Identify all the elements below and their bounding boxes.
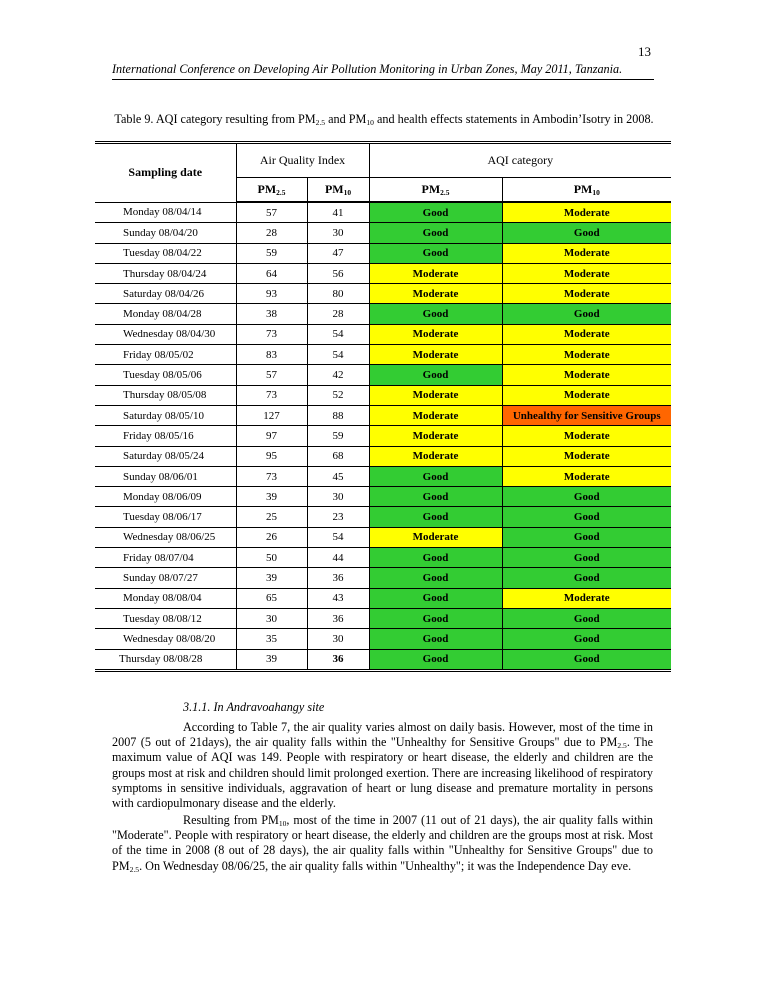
category-pm10-cell: Good xyxy=(502,527,671,547)
aqi-pm25-cell: 50 xyxy=(236,548,307,568)
aqi-pm25-cell: 59 xyxy=(236,243,307,263)
sampling-date-cell: Friday 08/07/04 xyxy=(95,548,236,568)
category-pm25-cell: Good xyxy=(369,466,502,486)
table-row xyxy=(95,487,671,507)
category-pm10-cell: Moderate xyxy=(502,263,671,283)
category-pm10-cell: Moderate xyxy=(502,243,671,263)
category-pm25-cell: Good xyxy=(369,588,502,608)
table-row xyxy=(95,568,671,588)
category-pm10-cell: Good xyxy=(502,507,671,527)
aqi-pm10-cell: 30 xyxy=(307,487,369,507)
category-pm10-cell: Good xyxy=(502,608,671,628)
table-row xyxy=(95,588,671,608)
category-pm25-cell: Good xyxy=(369,568,502,588)
category-pm25-cell: Moderate xyxy=(369,345,502,365)
aqi-pm10-cell: 28 xyxy=(307,304,369,324)
aqi-pm25-cell: 127 xyxy=(236,405,307,425)
aqi-pm10-cell: 45 xyxy=(307,466,369,486)
aqi-pm10-cell: 42 xyxy=(307,365,369,385)
aqi-pm10-cell: 54 xyxy=(307,324,369,344)
aqi-pm25-cell: 39 xyxy=(236,487,307,507)
sampling-date-cell: Friday 08/05/02 xyxy=(95,345,236,365)
table-row xyxy=(95,243,671,263)
table-row xyxy=(95,466,671,486)
category-pm10-cell: Moderate xyxy=(502,385,671,405)
category-pm10-cell: Moderate xyxy=(502,446,671,466)
table-row xyxy=(95,365,671,385)
aqi-pm10-cell: 59 xyxy=(307,426,369,446)
table-row xyxy=(95,263,671,283)
aqi-pm10-cell: 36 xyxy=(307,649,369,670)
aqi-pm25-cell: 35 xyxy=(236,629,307,649)
category-pm10-cell: Good xyxy=(502,568,671,588)
aqi-pm10-cell: 56 xyxy=(307,263,369,283)
table-row xyxy=(95,527,671,547)
table-row xyxy=(95,385,671,405)
category-pm25-cell: Good xyxy=(369,649,502,670)
category-pm25-cell: Good xyxy=(369,487,502,507)
aqi-pm25-cell: 39 xyxy=(236,649,307,670)
caption-sub: 10 xyxy=(366,117,374,127)
section-heading: 3.1.1. In Andravoahangy site xyxy=(183,700,325,714)
table-row xyxy=(95,548,671,568)
sampling-date-cell: Sunday 08/04/20 xyxy=(95,223,236,243)
header-aqi-pm10: $PM_{10}$ xyxy=(307,178,369,203)
category-pm25-cell: Good xyxy=(369,608,502,628)
category-pm25-cell: Moderate xyxy=(369,527,502,547)
aqi-pm25-cell: 73 xyxy=(236,385,307,405)
sampling-date-cell: Sunday 08/07/27 xyxy=(95,568,236,588)
aqi-pm25-cell: 95 xyxy=(236,446,307,466)
aqi-pm10-cell: 43 xyxy=(307,588,369,608)
category-pm10-cell: Good xyxy=(502,629,671,649)
sampling-date-cell: Tuesday 08/08/12 xyxy=(95,608,236,628)
aqi-pm10-cell: 23 xyxy=(307,507,369,527)
aqi-pm25-cell: 83 xyxy=(236,345,307,365)
category-pm25-cell: Moderate xyxy=(369,385,502,405)
aqi-pm25-cell: 28 xyxy=(236,223,307,243)
aqi-pm25-cell: 93 xyxy=(236,284,307,304)
aqi-pm10-cell: 41 xyxy=(307,202,369,223)
category-pm25-cell: Moderate xyxy=(369,405,502,425)
aqi-pm10-cell: 88 xyxy=(307,405,369,425)
aqi-pm25-cell: 38 xyxy=(236,304,307,324)
category-pm10-cell: Good xyxy=(502,649,671,670)
category-pm25-cell: Good xyxy=(369,507,502,527)
table-caption xyxy=(110,112,658,126)
category-pm10-cell: Moderate xyxy=(502,426,671,446)
header-cat-pm25: $PM_{2.5}$ xyxy=(369,178,502,203)
caption-text: and health effects statements in Ambodin’Isotry in 2008. xyxy=(373,112,654,126)
sampling-date-cell: Tuesday 08/06/17 xyxy=(95,507,236,527)
header-aqi-category: AQI category xyxy=(369,143,671,178)
paragraph-sub: 2.5 xyxy=(129,864,140,874)
category-pm25-cell: Moderate xyxy=(369,426,502,446)
category-pm25-cell: Moderate xyxy=(369,324,502,344)
category-pm10-cell: Moderate xyxy=(502,284,671,304)
category-pm10-cell: Moderate xyxy=(502,324,671,344)
aqi-pm25-cell: 97 xyxy=(236,426,307,446)
aqi-pm25-cell: 73 xyxy=(236,324,307,344)
category-pm10-cell: Good xyxy=(502,223,671,243)
aqi-pm10-cell: 52 xyxy=(307,385,369,405)
category-pm25-cell: Moderate xyxy=(369,263,502,283)
paragraph-sub: 2.5 xyxy=(617,741,627,751)
sampling-date-cell: Sunday 08/06/01 xyxy=(95,466,236,486)
category-pm10-cell: Moderate xyxy=(502,345,671,365)
table-row xyxy=(95,426,671,446)
header-air-quality-index: Air Quality Index xyxy=(236,143,369,178)
category-pm10-cell: Moderate xyxy=(502,202,671,223)
aqi-pm25-cell: 30 xyxy=(236,608,307,628)
category-pm25-cell: Good xyxy=(369,304,502,324)
sampling-date-cell: Thursday 08/05/08 xyxy=(95,385,236,405)
table-row xyxy=(95,649,671,670)
category-pm25-cell: Moderate xyxy=(369,284,502,304)
aqi-pm10-cell: 30 xyxy=(307,223,369,243)
aqi-pm25-cell: 25 xyxy=(236,507,307,527)
table-row xyxy=(95,507,671,527)
sampling-date-cell: Tuesday 08/04/22 xyxy=(95,243,236,263)
aqi-pm10-cell: 44 xyxy=(307,548,369,568)
table-row xyxy=(95,284,671,304)
category-pm10-cell: Good xyxy=(502,487,671,507)
sampling-date-cell: Monday 08/06/09 xyxy=(95,487,236,507)
category-pm10-cell: Good xyxy=(502,304,671,324)
paragraph-text: . The maximum value of AQI was 149. People with respiratory or heart disease, the elderly and children are the groups most at risk and children should limit prolonged exertion. There are increasing likelihood of respiratory symptoms in sensitive individuals, aggravation of heart or lung disease and premature mortality in persons with cardiopulmonary disease and the elderly. xyxy=(112,735,653,811)
table-row xyxy=(95,629,671,649)
paragraph-text: According to Table 7, the air quality varies almost on daily basis. However, most of the time in 2007 (5 out of 21days), the air quality falls within the "Unhealthy for Sensitive Groups" due to PM xyxy=(112,720,653,750)
table-row xyxy=(95,304,671,324)
header-aqi-pm25: $PM_{2.5}$ xyxy=(236,178,307,203)
table-row xyxy=(95,202,671,223)
aqi-table xyxy=(95,141,671,672)
sampling-date-cell: Wednesday 08/08/20 xyxy=(95,629,236,649)
aqi-pm25-cell: 64 xyxy=(236,263,307,283)
category-pm25-cell: Good xyxy=(369,548,502,568)
paragraph xyxy=(112,813,653,874)
aqi-pm10-cell: 30 xyxy=(307,629,369,649)
paragraph-text: . On Wednesday 08/06/25, the air quality falls within "Unhealthy"; it was the Independence Day eve. xyxy=(139,858,632,873)
paragraph xyxy=(112,720,653,811)
running-head: International Conference on Developing Air Pollution Monitoring in Urban Zones, May 2011, Tanzania. xyxy=(112,62,654,80)
sampling-date-cell: Monday 08/04/14 xyxy=(95,202,236,223)
table-row xyxy=(95,345,671,365)
table-row xyxy=(95,446,671,466)
category-pm10-cell: Good xyxy=(502,548,671,568)
sampling-date-cell: Saturday 08/04/26 xyxy=(95,284,236,304)
sampling-date-cell: Wednesday 08/04/30 xyxy=(95,324,236,344)
sampling-date-cell: Wednesday 08/06/25 xyxy=(95,527,236,547)
category-pm25-cell: Good xyxy=(369,629,502,649)
caption-sub: 2.5 xyxy=(315,117,326,127)
category-pm25-cell: Good xyxy=(369,243,502,263)
category-pm10-cell: Moderate xyxy=(502,588,671,608)
sampling-date-cell: Friday 08/05/16 xyxy=(95,426,236,446)
sampling-date-cell: Monday 08/08/04 xyxy=(95,588,236,608)
aqi-pm10-cell: 47 xyxy=(307,243,369,263)
caption-text: and PM xyxy=(325,112,367,126)
sampling-date-cell: Tuesday 08/05/06 xyxy=(95,365,236,385)
category-pm25-cell: Good xyxy=(369,365,502,385)
aqi-pm25-cell: 57 xyxy=(236,202,307,223)
paragraph-sub: 10 xyxy=(278,818,287,828)
category-pm25-cell: Good xyxy=(369,202,502,223)
category-pm10-cell: Unhealthy for Sensitive Groups xyxy=(502,405,671,425)
paragraph-text: Resulting from PM xyxy=(183,813,279,827)
aqi-pm10-cell: 80 xyxy=(307,284,369,304)
table-row xyxy=(95,223,671,243)
aqi-pm10-cell: 68 xyxy=(307,446,369,466)
sampling-date-cell: Thursday 08/04/24 xyxy=(95,263,236,283)
aqi-pm25-cell: 39 xyxy=(236,568,307,588)
sampling-date-cell: Saturday 08/05/10 xyxy=(95,405,236,425)
aqi-pm10-cell: 54 xyxy=(307,527,369,547)
caption-text: Table 9. AQI category resulting from PM xyxy=(114,112,316,126)
aqi-pm25-cell: 73 xyxy=(236,466,307,486)
header-cat-pm10: $PM_{10}$ xyxy=(502,178,671,203)
table-row xyxy=(95,324,671,344)
table-row xyxy=(95,608,671,628)
aqi-pm10-cell: 36 xyxy=(307,608,369,628)
sampling-date-cell: Saturday 08/05/24 xyxy=(95,446,236,466)
page-number: 13 xyxy=(638,44,651,59)
aqi-pm25-cell: 57 xyxy=(236,365,307,385)
aqi-pm10-cell: 36 xyxy=(307,568,369,588)
category-pm10-cell: Moderate xyxy=(502,365,671,385)
aqi-pm25-cell: 65 xyxy=(236,588,307,608)
table-row xyxy=(95,405,671,425)
sampling-date-cell: Monday 08/04/28 xyxy=(95,304,236,324)
paragraph-text: , most of the time in 2007 (11 out of 21 days), the air quality falls within "Moderate". People with respiratory or heart disease, the elderly and children are the groups most at risk. Most of the time in 2008 (8 out of 28 days), the air quality falls within "Unhealthy for Sensitive Groups" due to PM xyxy=(112,813,654,873)
category-pm10-cell: Moderate xyxy=(502,466,671,486)
category-pm25-cell: Good xyxy=(369,223,502,243)
aqi-pm10-cell: 54 xyxy=(307,345,369,365)
sampling-date-cell: Thursday 08/08/28 xyxy=(95,649,236,670)
category-pm25-cell: Moderate xyxy=(369,446,502,466)
header-sampling-date: Sampling date xyxy=(95,143,236,203)
aqi-pm25-cell: 26 xyxy=(236,527,307,547)
